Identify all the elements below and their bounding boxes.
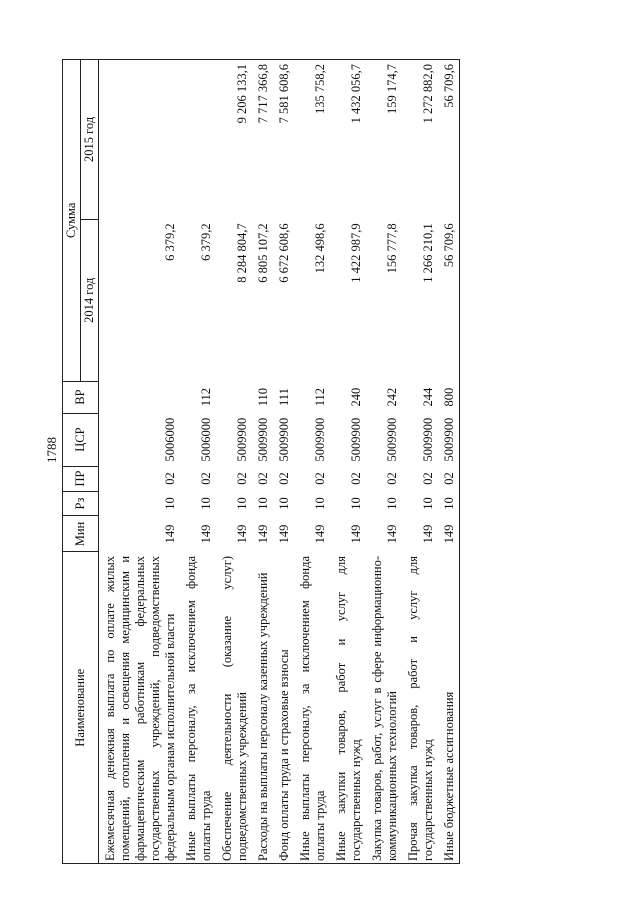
cell-name: Иные бюджетные ассигнования: [438, 552, 460, 864]
cell-csr: 5006000: [163, 417, 177, 462]
cell-csr: 5006000: [199, 417, 213, 462]
cell-csr: 5009900: [349, 417, 363, 462]
cell-rz: 10: [438, 491, 460, 516]
cell-y2015: [99, 60, 181, 220]
header-min: Мин: [63, 516, 99, 552]
cell-y2015: [180, 60, 216, 220]
page-number: 1788: [44, 437, 59, 463]
cell-rz: 10: [163, 497, 177, 510]
table-row: [273, 60, 294, 864]
cell-rz: 10: [277, 497, 291, 510]
cell-rz: 10: [313, 497, 327, 510]
cell-min: 149: [385, 524, 399, 544]
cell-y2015: 56 709,6: [438, 60, 460, 220]
table-header: [63, 60, 99, 864]
cell-y2014: 8 284 804,7: [235, 223, 249, 283]
cell-min: 149: [349, 524, 363, 544]
cell-min: 149: [313, 524, 327, 544]
table-row: [366, 60, 402, 864]
cell-name: Расходы на выплаты персоналу казенных учреждений: [252, 552, 273, 864]
table-row: [99, 60, 181, 864]
table-row: [402, 60, 438, 864]
table-body: [99, 60, 460, 864]
header-csr: ЦСР: [63, 413, 99, 466]
cell-y2014: 1 422 987,9: [349, 223, 363, 283]
cell-vr: 244: [421, 387, 435, 407]
cell-y2015: 159 174,7: [366, 60, 402, 220]
cell-vr: 112: [313, 387, 327, 407]
cell-vr: 110: [256, 387, 270, 407]
cell-csr: 5009900: [421, 417, 435, 462]
cell-pr: 02: [438, 466, 460, 491]
cell-name: Фонд оплаты труда и страховые взносы: [273, 552, 294, 864]
cell-pr: 02: [277, 472, 291, 485]
cell-pr: 02: [163, 472, 177, 485]
cell-min: 149: [199, 524, 213, 544]
cell-rz: 10: [235, 497, 249, 510]
cell-name: Обеспечение деятельности (оказание услуг) подведомственных учреждений: [216, 552, 252, 864]
cell-name: Иные закупки товаров, работ и услуг для государственных нужд: [330, 552, 366, 864]
cell-vr: 800: [438, 381, 460, 413]
cell-y2014: 6 805 107,2: [256, 223, 270, 283]
cell-csr: 5009900: [277, 417, 291, 462]
cell-pr: 02: [235, 472, 249, 485]
table-row: [180, 60, 216, 864]
cell-min: 149: [277, 524, 291, 544]
cell-rz: 10: [199, 497, 213, 510]
rotated-table-container: [62, 59, 617, 864]
cell-csr: 5009900: [438, 413, 460, 466]
cell-y2014: 6 379,2: [163, 223, 177, 261]
cell-y2014: 132 498,6: [313, 223, 327, 274]
cell-rz: 10: [256, 497, 270, 510]
table-row: [216, 60, 252, 864]
cell-y2015: 135 758,2: [294, 60, 330, 220]
cell-pr: 02: [313, 472, 327, 485]
cell-y2014: 6 672 608,6: [277, 223, 291, 283]
cell-vr: 112: [199, 387, 213, 407]
cell-y2015: 1 432 056,7: [330, 60, 366, 220]
table-row: [294, 60, 330, 864]
cell-vr: [99, 381, 181, 413]
cell-rz: 10: [349, 497, 363, 510]
cell-y2014: 6 379,2: [199, 223, 213, 261]
cell-name: Иные выплаты персоналу, за исключением фонда оплаты труда: [180, 552, 216, 864]
header-vr: ВР: [63, 381, 99, 413]
cell-min: 149: [256, 524, 270, 544]
header-sum: Сумма: [63, 60, 81, 382]
cell-y2014: 56 709,6: [438, 219, 460, 381]
cell-min: 149: [163, 524, 177, 544]
cell-y2014: 1 266 210,1: [421, 223, 435, 283]
cell-min: 149: [235, 524, 249, 544]
header-2014: 2014 год: [81, 219, 99, 381]
cell-name: Прочая закупка товаров, работ и услуг для государственных нужд: [402, 552, 438, 864]
cell-csr: 5009900: [235, 417, 249, 462]
cell-rz: 10: [385, 497, 399, 510]
cell-y2014: 156 777,8: [385, 223, 399, 274]
header-2015: 2015 год: [81, 60, 99, 220]
cell-pr: 02: [421, 472, 435, 485]
cell-y2015: 1 272 882,0: [402, 60, 438, 220]
header-rz: Рз: [63, 491, 99, 516]
cell-name: Иные выплаты персоналу, за исключением фонда оплаты труда: [294, 552, 330, 864]
header-name: Наименование: [63, 552, 99, 864]
header-pr: ПР: [63, 466, 99, 491]
cell-csr: 5009900: [385, 417, 399, 462]
cell-vr: 111: [277, 388, 291, 406]
table-row: [252, 60, 273, 864]
cell-pr: 02: [256, 472, 270, 485]
cell-y2015: 7 581 608,6: [273, 60, 294, 220]
cell-min: 149: [438, 516, 460, 552]
cell-y2015: 7 717 366,8: [252, 60, 273, 220]
table-row: [330, 60, 366, 864]
cell-y2015: 9 206 133,1: [216, 60, 252, 220]
table-row: [438, 60, 460, 864]
cell-csr: 5009900: [313, 417, 327, 462]
cell-name: Закупка товаров, работ, услуг в сфере информационно-коммуникационных технологий: [366, 552, 402, 864]
cell-name: Ежемесячная денежная выплата по оплате жилых помещений, отопления и освещения медицинским и фармацевтическим работникам федеральных государственных учреждений, подведомственных федеральным органам исполнительной власти: [99, 552, 181, 864]
cell-vr: 242: [385, 387, 399, 407]
cell-vr: 240: [349, 387, 363, 407]
cell-vr: [216, 381, 252, 413]
cell-pr: 02: [349, 472, 363, 485]
cell-min: 149: [421, 524, 435, 544]
budget-table: [62, 59, 460, 864]
cell-csr: 5009900: [256, 417, 270, 462]
cell-pr: 02: [385, 472, 399, 485]
cell-pr: 02: [199, 472, 213, 485]
cell-rz: 10: [421, 497, 435, 510]
